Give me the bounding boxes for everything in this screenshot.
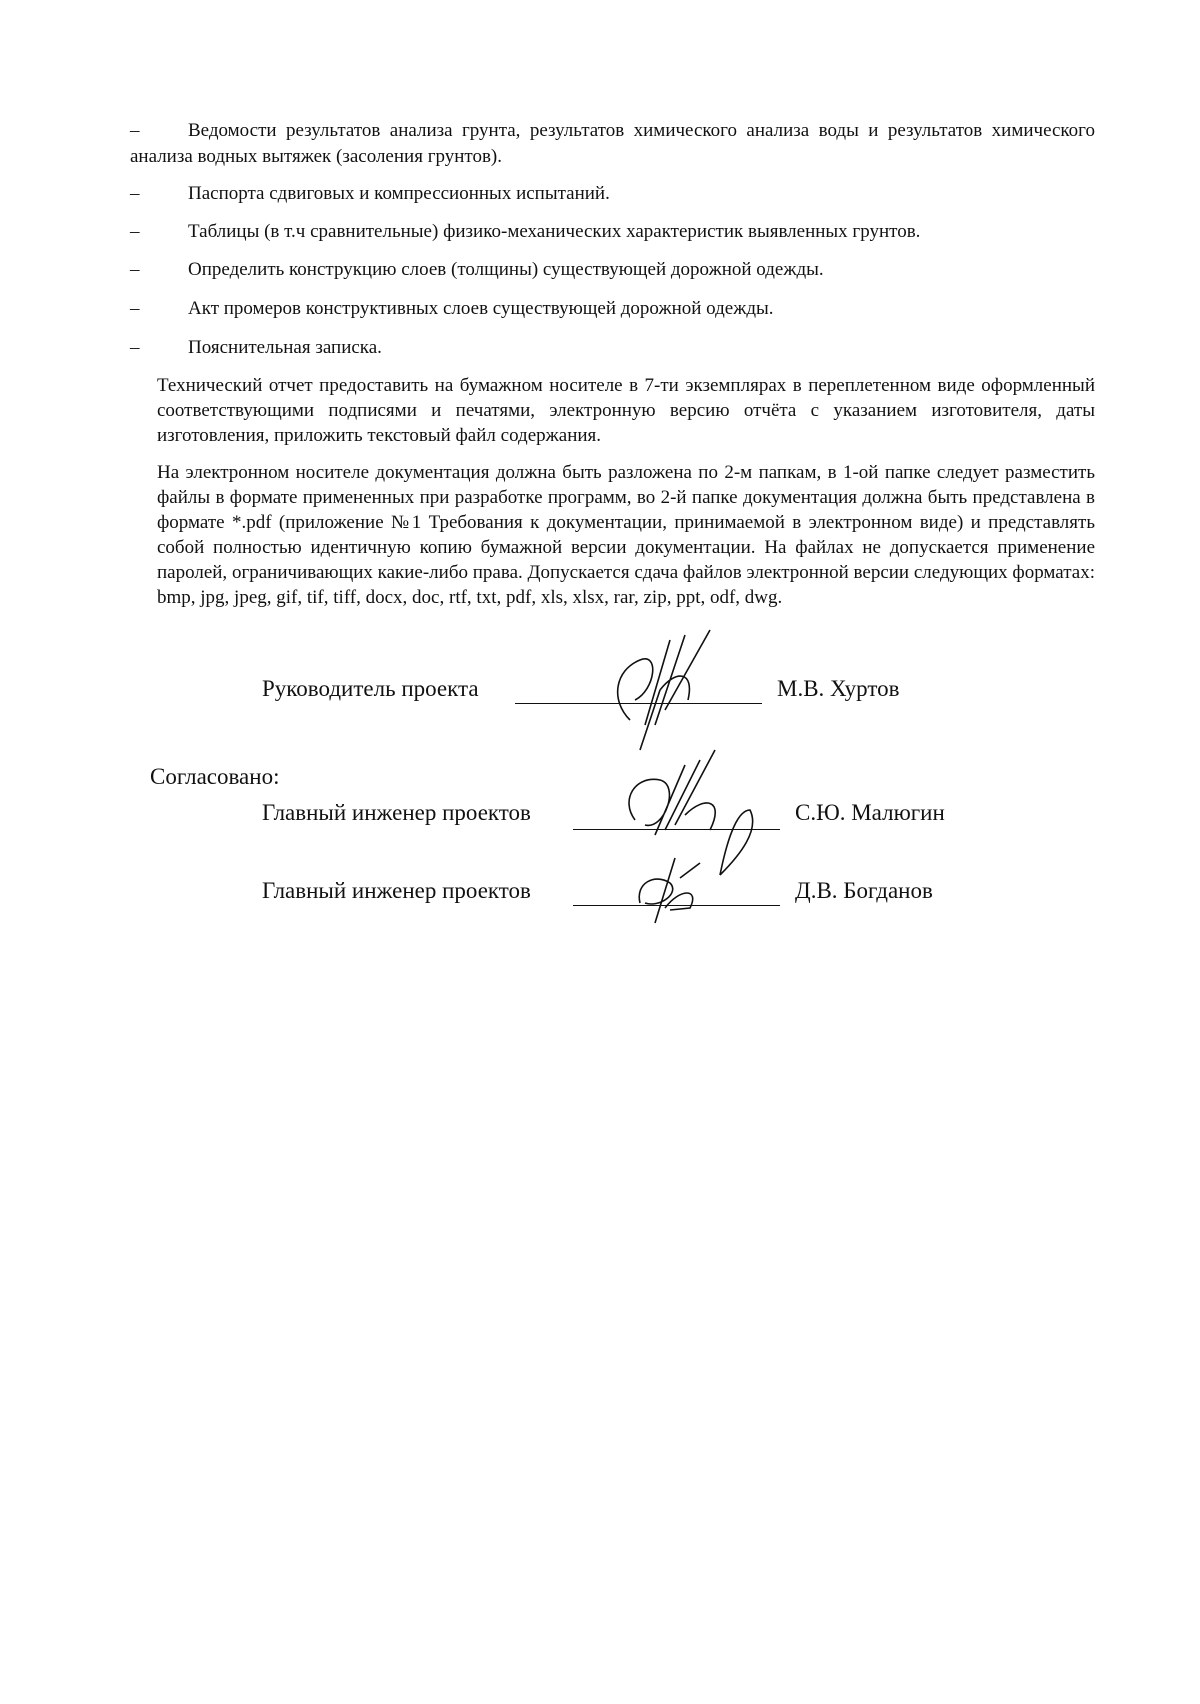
list-item	[130, 296, 1095, 322]
chief2-role-label: Главный инженер проектов	[262, 878, 531, 903]
bullet-dash: –	[130, 183, 140, 204]
bullet-dash: –	[130, 259, 140, 280]
chief1-name: С.Ю. Малюгин	[795, 800, 945, 825]
list-item-text: Пояснительная записка.	[188, 337, 382, 358]
chief1-role-label: Главный инженер проектов	[262, 800, 531, 825]
handwritten-signature	[630, 848, 720, 928]
bullet-dash: –	[130, 120, 140, 141]
list-item-text: Акт промеров конструктивных слоев существующей дорожной одежды.	[188, 298, 774, 319]
list-item-text: Таблицы (в т.ч сравнительные) физико-механических характеристик выявленных грунтов.	[188, 221, 921, 242]
agreed-label: Согласовано:	[150, 764, 280, 789]
report-paragraph: Технический отчет предоставить на бумажном носителе в 7-ти экземплярах в переплетенном виде оформленный соответствующими подписями и печатями, электронную версию отчёта с указанием изготовителя, даты изготовления, приложить текстовый файл содержания.	[157, 375, 1095, 446]
list-item	[130, 118, 1095, 170]
head-name: М.В. Хуртов	[777, 676, 900, 701]
list-item-text: Определить конструкцию слоев (толщины) существующей дорожной одежды.	[188, 259, 824, 280]
list-item-text: Ведомости результатов анализа грунта, результатов химического анализа воды и результатов химического анализа водных вытяжек (засоления грунтов).	[130, 120, 1095, 167]
handwritten-signature	[600, 630, 730, 750]
list-item	[130, 181, 1095, 207]
list-item	[130, 257, 1095, 283]
bullet-dash: –	[130, 221, 140, 242]
list-item	[130, 335, 1095, 361]
electronic-media-paragraph: На электронном носителе документация должна быть разложена по 2-м папкам, в 1-ой папке следует разместить файлы в формате примененных при разработке программ, во 2-й папке документация должна быть представлена в формате *.pdf (приложение №1 Требования к документации, принимаемой в электронном виде) и представлять собой полностью идентичную копию бумажной версии документации. На файлах не допускается применение паролей, ограничивающих какие-либо права. Допускается сдача файлов электронной версии следующих форматах: bmp, jpg, jpeg, gif, tif, tiff, docx, doc, rtf, txt, pdf, xls, xlsx, rar, zip, ppt, odf, dwg.	[157, 462, 1095, 608]
bullet-dash: –	[130, 298, 140, 319]
list-item	[130, 219, 1095, 245]
list-item-text: Паспорта сдвиговых и компрессионных испытаний.	[188, 183, 610, 204]
chief2-name: Д.В. Богданов	[795, 878, 933, 903]
bullet-dash: –	[130, 337, 140, 358]
head-role-label: Руководитель проекта	[262, 676, 479, 701]
